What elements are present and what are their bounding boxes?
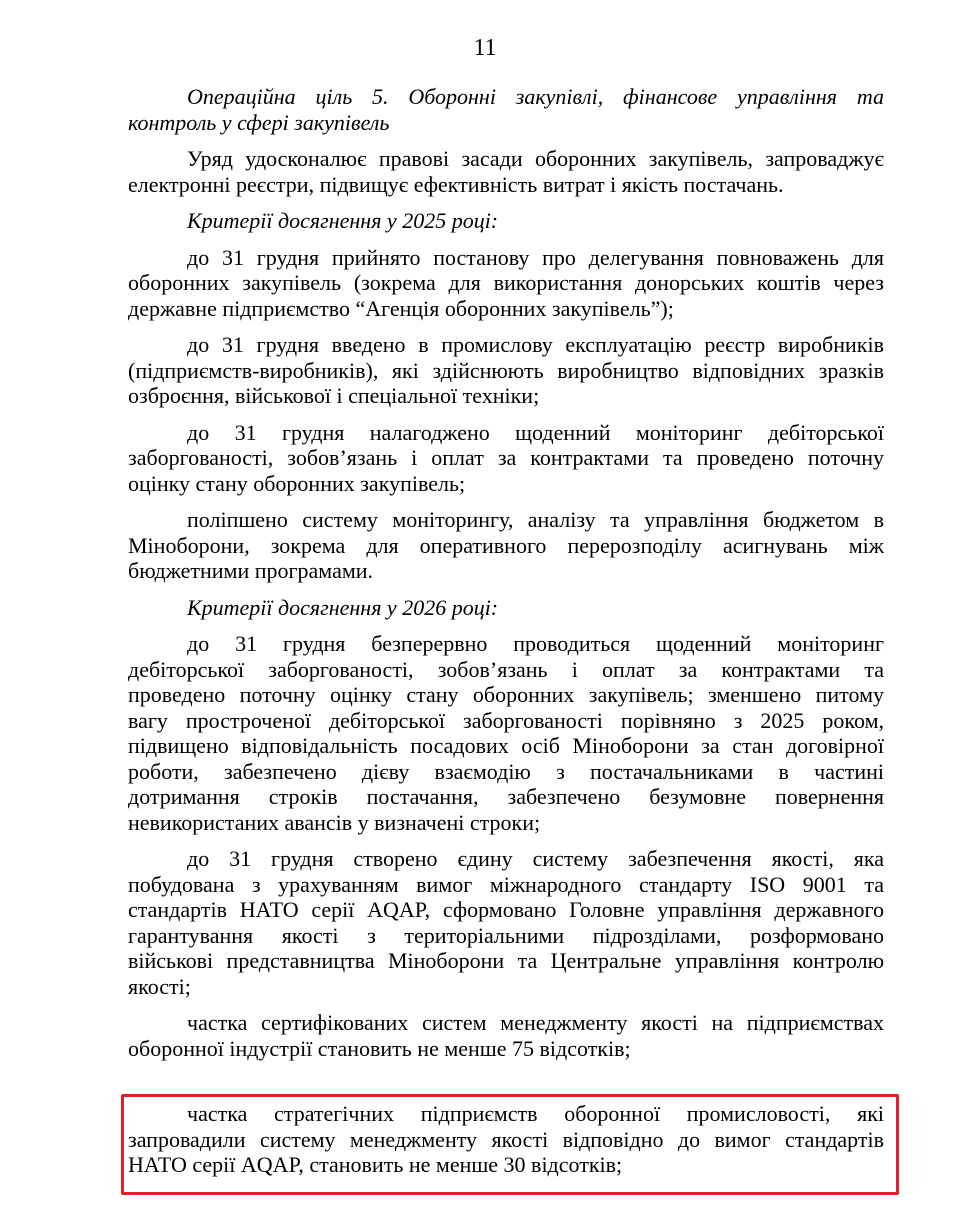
text-line: до 31 грудня безперервно проводиться щоденний моніторинг bbox=[187, 631, 884, 656]
text-line: оцінку стану оборонних закупівель; bbox=[128, 470, 466, 496]
paragraph bbox=[128, 631, 884, 835]
text-line: до 31 грудня введено в промислову експлуатацію реєстр виробників bbox=[187, 332, 884, 357]
text-line: частка сертифікованих систем менеджменту якості на підприємствах bbox=[187, 1010, 884, 1035]
text-line: невикористаних авансів у визначені строки; bbox=[128, 809, 541, 835]
paragraph bbox=[128, 332, 884, 409]
text-line: НАТО серії AQAP, становить не менше 30 відсотків; bbox=[128, 1152, 623, 1177]
text-line: частка стратегічних підприємств оборонної промисловості, які bbox=[187, 1101, 884, 1126]
text-line: вагу простроченої дебіторської заборгованості порівняно з 2025 роком, bbox=[128, 707, 884, 733]
text-line: проведено поточну оцінку стану оборонних закупівель; зменшено питому bbox=[128, 682, 884, 707]
text-line: контроль у сфері закупівель bbox=[128, 109, 390, 135]
text-line: Операційна ціль 5. Оборонні закупівлі, фінансове управління та bbox=[187, 84, 884, 109]
document-body bbox=[128, 84, 884, 1072]
paragraph bbox=[128, 1010, 884, 1061]
section-heading bbox=[128, 595, 884, 621]
text-line: до 31 грудня налагоджено щоденний моніторинг дебіторської bbox=[187, 419, 884, 445]
text-line: озброєння, військової і спеціальної техніки; bbox=[128, 383, 540, 408]
text-line: запровадили систему менеджменту якості відповідно до вимог стандартів bbox=[128, 1126, 884, 1152]
text-line: дотримання строків постачання, забезпечено безумовне повернення bbox=[128, 784, 884, 809]
text-line: підвищено відповідальність посадових осіб Міноборони за стан договірної bbox=[128, 733, 884, 758]
text-line: заборгованості, зобов’язань і оплат за контрактами та проведено поточну bbox=[128, 445, 884, 470]
paragraph bbox=[128, 1101, 884, 1178]
text-line: дебіторської заборгованості, зобов’язань і оплат за контрактами та bbox=[128, 656, 884, 682]
text-line: стандартів НАТО серії AQAP, сформовано Головне управління державного bbox=[128, 897, 884, 922]
section-heading bbox=[128, 208, 884, 234]
text-line: гарантування якості з територіальними підрозділами, розформовано bbox=[128, 922, 884, 948]
text-line: бюджетними програмами. bbox=[128, 558, 374, 583]
text-line: поліпшено систему моніторингу, аналізу та управління бюджетом в bbox=[187, 507, 884, 532]
text-line: оборонних закупівель (зокрема для використання донорських коштів через bbox=[128, 270, 884, 295]
highlighted-paragraph bbox=[128, 1101, 884, 1189]
paragraph bbox=[128, 420, 884, 497]
text-line: військові представництва Міноборони та Центральне управління контролю bbox=[128, 948, 884, 973]
paragraph bbox=[128, 245, 884, 322]
page-number: 11 bbox=[473, 35, 497, 61]
text-line: Уряд удосконалює правові засади оборонних закупівель, запроваджує bbox=[187, 146, 884, 171]
paragraph bbox=[128, 146, 884, 197]
text-line: (підприємств-виробників), які здійснюють виробництво відповідних зразків bbox=[128, 357, 884, 383]
text-line: до 31 грудня створено єдину систему забезпечення якості, яка bbox=[187, 846, 884, 871]
text-line: Критерії досягнення у 2025 році: bbox=[187, 208, 499, 233]
section-heading bbox=[128, 84, 884, 135]
text-line: державне підприємство “Агенція оборонних закупівель”); bbox=[128, 295, 674, 321]
text-line: Міноборони, зокрема для оперативного перерозподілу асигнувань між bbox=[128, 532, 884, 558]
text-line: оборонної індустрії становить не менше 75 відсотків; bbox=[128, 1035, 631, 1061]
text-line: побудована з урахуванням вимог міжнародного стандарту ISO 9001 та bbox=[128, 871, 884, 897]
text-line: електронні реєстри, підвищує ефективність витрат і якість постачань. bbox=[128, 171, 784, 197]
text-line: Критерії досягнення у 2026 році: bbox=[187, 594, 499, 620]
paragraph bbox=[128, 846, 884, 999]
paragraph bbox=[128, 507, 884, 584]
text-line: роботи, забезпечено дієву взаємодію з постачальниками в частині bbox=[128, 758, 884, 784]
text-line: до 31 грудня прийнято постанову про делегування повноважень для bbox=[187, 244, 884, 270]
text-line: якості; bbox=[128, 973, 191, 999]
